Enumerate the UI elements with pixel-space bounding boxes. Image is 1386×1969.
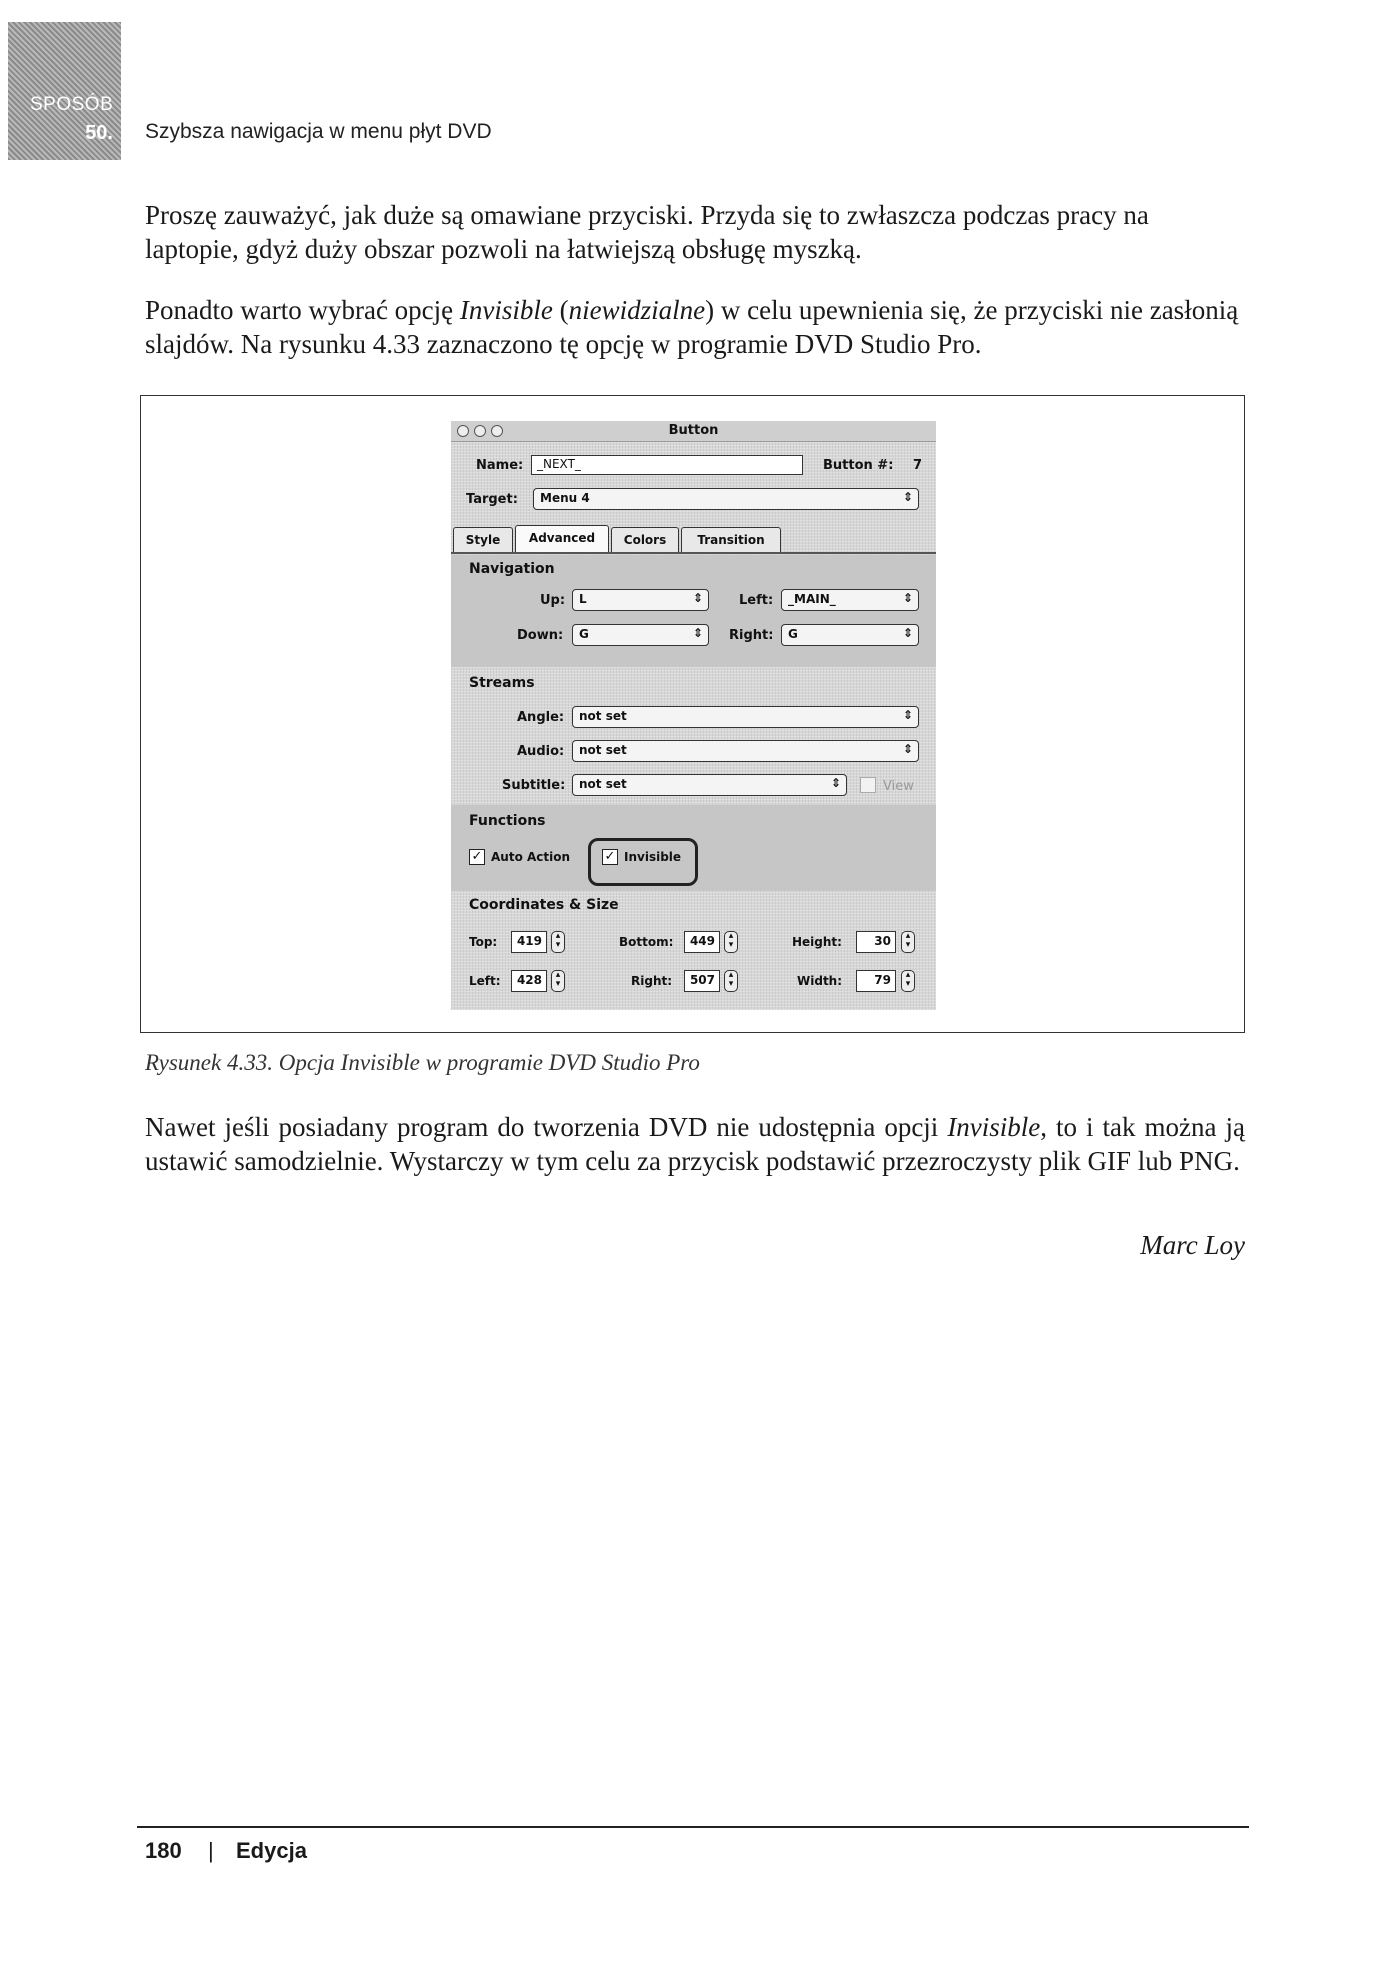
paragraph-2-italic-1: Invisible [459, 295, 553, 325]
dialog-titlebar [451, 421, 936, 442]
paragraph-3-text-b: , to i tak można ją ustawić samodzielnie. Wystarczy w tym celu za przycisk podstawić przezroczysty plik GIF lub PNG. [145, 1112, 1245, 1176]
left-coord-label: Left: [469, 974, 501, 988]
tab-advanced[interactable]: Advanced [515, 525, 609, 553]
left-coord-field[interactable]: 428 [511, 970, 547, 992]
height-stepper[interactable]: ▴ ▾ [901, 931, 915, 953]
view-checkbox[interactable] [860, 777, 876, 793]
right-coord-stepper[interactable]: ▴ ▾ [724, 970, 738, 992]
paragraph-3 [145, 1110, 1245, 1178]
paragraph-3-italic: Invisible [947, 1112, 1041, 1142]
dialog-title: Button [668, 423, 719, 438]
right-coord-field[interactable]: 507 [684, 970, 720, 992]
paragraph-2 [145, 293, 1245, 361]
button-number-value: 7 [913, 458, 923, 473]
name-field[interactable]: _NEXT_ [531, 455, 803, 475]
angle-popup[interactable] [572, 706, 919, 728]
running-title: Szybsza nawigacja w menu płyt DVD [145, 120, 492, 143]
subtitle-value: not set [579, 777, 627, 791]
up-label: Up: [540, 593, 566, 608]
invisible-label: Invisible [624, 850, 682, 864]
popup-arrows-icon: ⇕ [692, 591, 703, 605]
top-label: Top: [469, 935, 498, 949]
paragraph-3-text-a: Nawet jeśli posiadany program do tworzenia DVD nie udostępnia opcji [145, 1112, 948, 1142]
tab-transition[interactable]: Transition [681, 527, 781, 553]
angle-value: not set [579, 709, 627, 723]
auto-action-label: Auto Action [491, 850, 571, 864]
footer-rule [137, 1826, 1249, 1828]
left-coord-stepper[interactable]: ▴ ▾ [551, 970, 565, 992]
auto-action-checkbox[interactable]: ✓ [469, 849, 485, 865]
section-badge [8, 22, 121, 160]
popup-arrows-icon: ⇕ [902, 742, 913, 756]
paragraph-1: Proszę zauważyć, jak duże są omawiane przyciski. Przyda się to zwłaszcza podczas pracy na laptopie, gdyż duży obszar pozwoli na łatwiejszą obsługę myszką. [145, 200, 1149, 264]
width-stepper[interactable]: ▴ ▾ [901, 970, 915, 992]
tab-style[interactable]: Style [453, 527, 513, 553]
tab-divider [451, 552, 936, 554]
target-label: Target: [466, 492, 518, 507]
paragraph-2-text-a: Ponadto warto wybrać opcję [145, 295, 460, 325]
bottom-field[interactable]: 449 [684, 931, 720, 953]
navigation-section [451, 555, 936, 667]
left-nav-value: _MAIN_ [788, 592, 836, 606]
popup-arrows-icon: ⇕ [902, 626, 913, 640]
width-label: Width: [797, 974, 843, 988]
down-popup[interactable] [572, 624, 709, 646]
right-nav-label: Right: [729, 628, 774, 643]
coordinates-title: Coordinates & Size [469, 897, 619, 913]
target-popup[interactable] [533, 488, 919, 510]
badge-number: 50. [85, 122, 113, 144]
height-field[interactable]: 30 [856, 931, 896, 953]
top-field[interactable]: 419 [511, 931, 547, 953]
popup-arrows-icon: ⇕ [902, 708, 913, 722]
streams-section [451, 667, 936, 805]
popup-arrows-icon: ⇕ [902, 490, 913, 504]
subtitle-label: Subtitle: [502, 778, 566, 793]
coordinates-section [451, 891, 936, 1010]
popup-arrows-icon: ⇕ [692, 626, 703, 640]
right-nav-popup[interactable] [781, 624, 919, 646]
right-nav-value: G [788, 627, 798, 641]
height-label: Height: [792, 935, 842, 949]
invisible-highlight-ring [588, 838, 698, 886]
author-signature: Marc Loy [1140, 1230, 1245, 1260]
navigation-title: Navigation [469, 561, 555, 577]
paragraph-2-text-b: ( [552, 295, 569, 325]
right-coord-label: Right: [631, 974, 673, 988]
button-dialog [451, 421, 936, 1010]
bottom-label: Bottom: [619, 935, 674, 949]
subtitle-popup[interactable] [572, 774, 847, 796]
audio-label: Audio: [517, 744, 565, 759]
paragraph-2-italic-2: niewidzialne [568, 295, 706, 325]
left-nav-label: Left: [739, 593, 774, 608]
badge-word: SPOSÓB [30, 94, 114, 115]
up-popup[interactable] [572, 589, 709, 611]
target-value: Menu 4 [540, 491, 590, 505]
button-number-label: Button #: [823, 458, 894, 473]
footer-separator: | [208, 1838, 214, 1863]
invisible-checkbox[interactable]: ✓ [602, 849, 618, 865]
angle-label: Angle: [517, 710, 565, 725]
page-number: 180 [145, 1838, 182, 1863]
width-field[interactable]: 79 [856, 970, 896, 992]
up-value: L [579, 592, 587, 606]
down-label: Down: [517, 628, 564, 643]
popup-arrows-icon: ⇕ [902, 591, 913, 605]
view-label: View [883, 779, 914, 794]
audio-value: not set [579, 743, 627, 757]
tab-colors[interactable]: Colors [611, 527, 679, 553]
paragraph-2-text-c: ) w celu upewnienia się, że przyciski nie zasłonią slajdów. Na rysunku 4.33 zaznaczono tę opcję w programie DVD Studio Pro. [145, 295, 1239, 359]
popup-arrows-icon: ⇕ [830, 776, 841, 790]
figure-caption: Rysunek 4.33. Opcja Invisible w programie DVD Studio Pro [145, 1050, 700, 1075]
name-label: Name: [476, 458, 524, 473]
audio-popup[interactable] [572, 740, 919, 762]
down-value: G [579, 627, 589, 641]
footer-section: Edycja [236, 1838, 307, 1863]
streams-title: Streams [469, 675, 535, 691]
top-stepper[interactable]: ▴ ▾ [551, 931, 565, 953]
left-nav-popup[interactable] [781, 589, 919, 611]
bottom-stepper[interactable]: ▴ ▾ [724, 931, 738, 953]
functions-title: Functions [469, 813, 546, 829]
